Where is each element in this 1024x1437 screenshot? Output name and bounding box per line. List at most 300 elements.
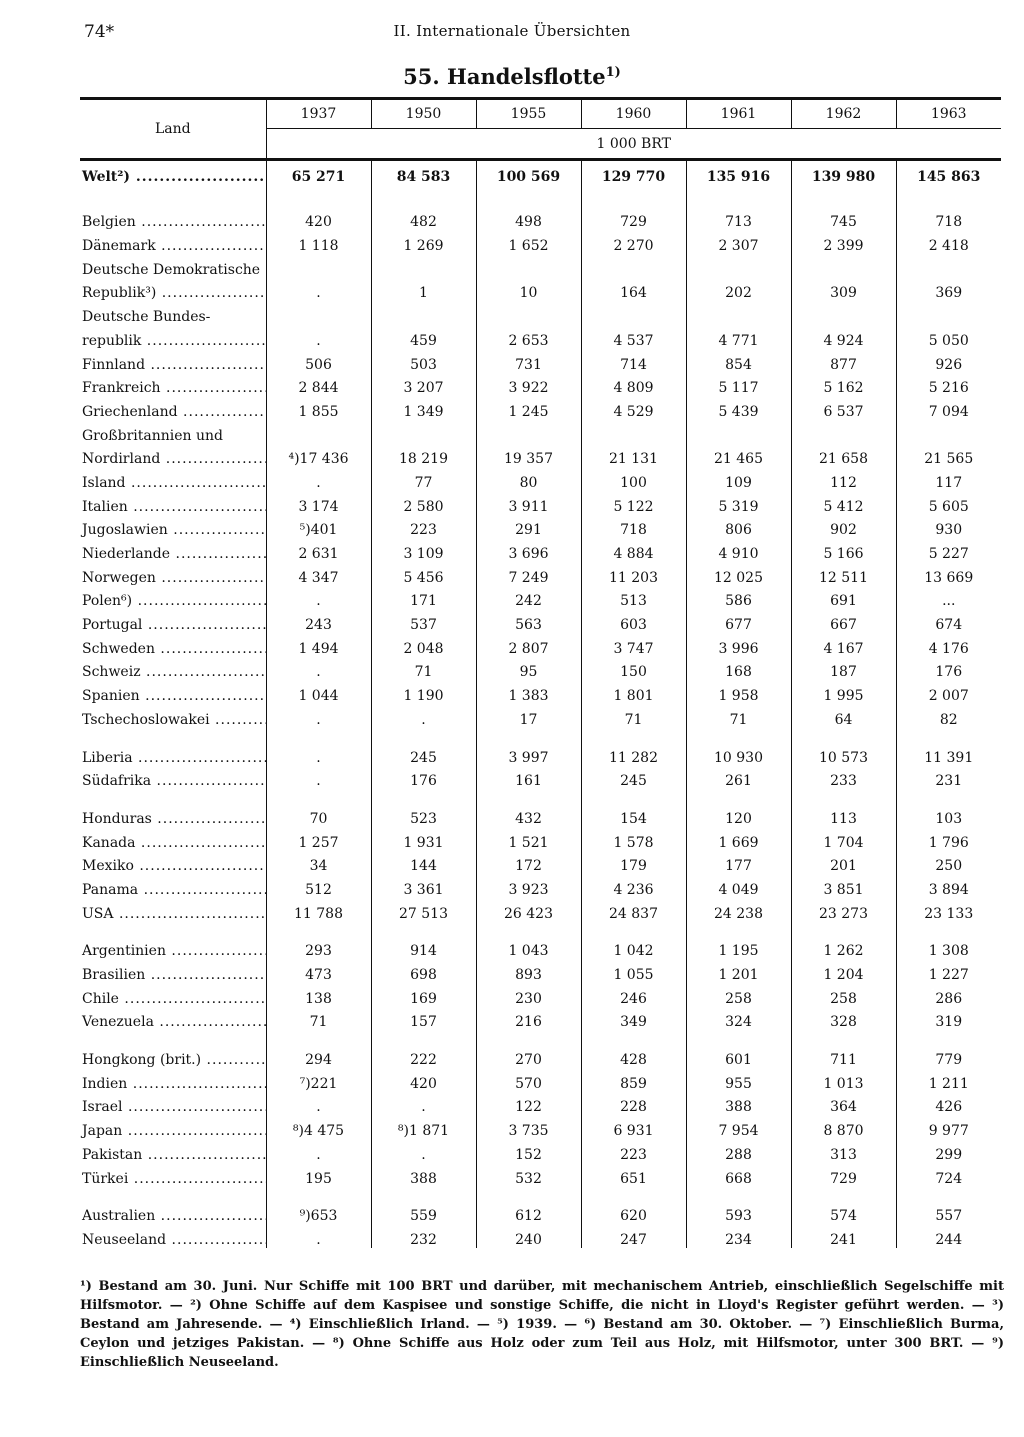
value-cell: 144 — [371, 851, 476, 875]
value-cell: 711 — [791, 1044, 896, 1068]
value-cell: 3 923 — [476, 874, 581, 898]
value-cell: 537 — [371, 609, 476, 633]
value-cell — [476, 420, 581, 444]
table-row — [80, 959, 1001, 983]
spacer-cell — [581, 185, 686, 207]
value-cell: 4 537 — [581, 325, 686, 349]
value-cell: 718 — [896, 207, 1001, 231]
value-cell: 145 863 — [896, 160, 1001, 185]
country-cell: Frankreich ..... — [80, 373, 266, 397]
value-cell — [476, 301, 581, 325]
table-row — [80, 396, 1001, 420]
table-row — [80, 301, 1001, 325]
merchant-fleet-table — [80, 97, 1001, 1248]
value-cell: 3 996 — [686, 633, 791, 657]
value-cell: 364 — [791, 1092, 896, 1116]
value-cell: 1 269 — [371, 230, 476, 254]
value-cell: 1 055 — [581, 959, 686, 983]
value-cell: 420 — [266, 207, 371, 231]
value-cell: 426 — [896, 1092, 1001, 1116]
country-cell: Israel ..... — [80, 1092, 266, 1116]
value-cell: 482 — [371, 207, 476, 231]
spacer-cell — [686, 185, 791, 207]
spacer-cell — [80, 185, 266, 207]
table-row — [80, 230, 1001, 254]
value-cell: 5 605 — [896, 491, 1001, 515]
value-cell: 34 — [266, 851, 371, 875]
value-cell: . — [266, 325, 371, 349]
value-cell: 12 025 — [686, 562, 791, 586]
value-cell: ⁵)401 — [266, 515, 371, 539]
value-cell: 9 977 — [896, 1115, 1001, 1139]
value-cell: 574 — [791, 1201, 896, 1225]
table-row — [80, 898, 1001, 922]
spacer-cell — [80, 789, 266, 803]
spacer-cell — [896, 1030, 1001, 1044]
running-head: II. Internationale Übersichten — [393, 22, 631, 40]
value-cell: ⁴)17 436 — [266, 444, 371, 468]
value-cell: 1 — [371, 278, 476, 302]
value-cell: 230 — [476, 983, 581, 1007]
value-cell: 3 174 — [266, 491, 371, 515]
value-cell: 250 — [896, 851, 1001, 875]
value-cell: 261 — [686, 766, 791, 790]
value-cell: 674 — [896, 609, 1001, 633]
value-cell: 854 — [686, 349, 791, 373]
country-cell: Argentinien ..... — [80, 936, 266, 960]
table-row — [80, 680, 1001, 704]
table-row — [80, 373, 1001, 397]
spacer-cell — [371, 1030, 476, 1044]
value-cell: 4 771 — [686, 325, 791, 349]
value-cell — [371, 301, 476, 325]
spacer-row — [80, 1187, 1001, 1201]
value-cell: 603 — [581, 609, 686, 633]
value-cell: 1 796 — [896, 827, 1001, 851]
value-cell: 593 — [686, 1201, 791, 1225]
value-cell: 232 — [371, 1224, 476, 1248]
value-cell: 24 238 — [686, 898, 791, 922]
value-cell: 523 — [371, 803, 476, 827]
value-cell: 168 — [686, 657, 791, 681]
header-year: 1963 — [896, 99, 1001, 129]
header-land: Land — [80, 99, 266, 160]
spacer-row — [80, 922, 1001, 936]
value-cell: 7 249 — [476, 562, 581, 586]
value-cell: 154 — [581, 803, 686, 827]
value-cell: 420 — [371, 1068, 476, 1092]
value-cell: 135 916 — [686, 160, 791, 185]
spacer-row — [80, 185, 1001, 207]
value-cell: 21 465 — [686, 444, 791, 468]
value-cell: 1 044 — [266, 680, 371, 704]
table-row — [80, 349, 1001, 373]
value-cell: 5 227 — [896, 538, 1001, 562]
value-cell: 164 — [581, 278, 686, 302]
country-cell: Griechenland ..... — [80, 396, 266, 420]
value-cell: 169 — [371, 983, 476, 1007]
spacer-cell — [791, 728, 896, 742]
value-cell: . — [371, 704, 476, 728]
table-row — [80, 633, 1001, 657]
value-cell: 5 319 — [686, 491, 791, 515]
value-cell: . — [266, 586, 371, 610]
table-row — [80, 254, 1001, 278]
country-cell: Hongkong (brit.) ..... — [80, 1044, 266, 1068]
value-cell: 612 — [476, 1201, 581, 1225]
value-cell: 161 — [476, 766, 581, 790]
value-cell: 473 — [266, 959, 371, 983]
country-cell: Pakistan ..... — [80, 1139, 266, 1163]
table-row — [80, 1115, 1001, 1139]
table-row — [80, 207, 1001, 231]
table-row — [80, 467, 1001, 491]
value-cell: 241 — [791, 1224, 896, 1248]
value-cell: 64 — [791, 704, 896, 728]
value-cell: 1 578 — [581, 827, 686, 851]
country-cell: Belgien ..... — [80, 207, 266, 231]
value-cell: 4 167 — [791, 633, 896, 657]
value-cell: 245 — [371, 742, 476, 766]
country-cell: Neuseeland ..... — [80, 1224, 266, 1248]
spacer-cell — [791, 789, 896, 803]
value-cell: 201 — [791, 851, 896, 875]
value-cell: 246 — [581, 983, 686, 1007]
table-row — [80, 586, 1001, 610]
value-cell: 914 — [371, 936, 476, 960]
value-cell: 3 997 — [476, 742, 581, 766]
spacer-cell — [476, 728, 581, 742]
value-cell: 955 — [686, 1068, 791, 1092]
value-cell: 24 837 — [581, 898, 686, 922]
spacer-row — [80, 1030, 1001, 1044]
value-cell: 244 — [896, 1224, 1001, 1248]
country-cell: Island ..... — [80, 467, 266, 491]
table-row — [80, 444, 1001, 468]
spacer-cell — [686, 789, 791, 803]
value-cell: 506 — [266, 349, 371, 373]
value-cell: 10 — [476, 278, 581, 302]
table-row — [80, 1163, 1001, 1187]
table-row — [80, 278, 1001, 302]
spacer-cell — [476, 789, 581, 803]
value-cell: 745 — [791, 207, 896, 231]
value-cell: 729 — [581, 207, 686, 231]
value-cell: 601 — [686, 1044, 791, 1068]
value-cell: 513 — [581, 586, 686, 610]
value-cell: 70 — [266, 803, 371, 827]
value-cell: 893 — [476, 959, 581, 983]
value-cell: 103 — [896, 803, 1001, 827]
value-cell: 2 807 — [476, 633, 581, 657]
value-cell: 698 — [371, 959, 476, 983]
value-cell: . — [266, 704, 371, 728]
value-cell: 691 — [791, 586, 896, 610]
country-cell: Portugal ..... — [80, 609, 266, 633]
value-cell: 563 — [476, 609, 581, 633]
spacer-cell — [476, 922, 581, 936]
table-row — [80, 1139, 1001, 1163]
value-cell: 82 — [896, 704, 1001, 728]
value-cell: 309 — [791, 278, 896, 302]
value-cell: 11 788 — [266, 898, 371, 922]
value-cell: 313 — [791, 1139, 896, 1163]
table-title — [0, 64, 1024, 89]
value-cell: 1 669 — [686, 827, 791, 851]
table-row — [80, 742, 1001, 766]
country-cell: Italien ..... — [80, 491, 266, 515]
spacer-cell — [896, 1187, 1001, 1201]
country-cell: Deutsche Demokratische — [82, 261, 261, 278]
table-row — [80, 538, 1001, 562]
value-cell: 3 922 — [476, 373, 581, 397]
value-cell: 7 094 — [896, 396, 1001, 420]
value-cell: . — [266, 657, 371, 681]
value-cell: 223 — [581, 1139, 686, 1163]
value-cell: 27 513 — [371, 898, 476, 922]
value-cell: 724 — [896, 1163, 1001, 1187]
value-cell: 240 — [476, 1224, 581, 1248]
country-cell: Finnland ..... — [80, 349, 266, 373]
country-cell: Liberia ..... — [80, 742, 266, 766]
value-cell: 2 631 — [266, 538, 371, 562]
value-cell: 65 271 — [266, 160, 371, 185]
value-cell: 1 257 — [266, 827, 371, 851]
spacer-cell — [581, 728, 686, 742]
table-title-text: 55. Handelsflotte — [403, 64, 606, 89]
value-cell: . — [266, 1224, 371, 1248]
value-cell: 216 — [476, 1007, 581, 1031]
value-cell: 1 043 — [476, 936, 581, 960]
value-cell: 586 — [686, 586, 791, 610]
spacer-cell — [791, 922, 896, 936]
value-cell: 2 007 — [896, 680, 1001, 704]
spacer-cell — [476, 1187, 581, 1201]
table-row — [80, 420, 1001, 444]
value-cell — [266, 420, 371, 444]
country-cell: Dänemark ..... — [80, 230, 266, 254]
value-cell: 258 — [791, 983, 896, 1007]
country-cell: Südafrika ..... — [80, 766, 266, 790]
value-cell — [686, 301, 791, 325]
value-cell: 4 809 — [581, 373, 686, 397]
value-cell: 668 — [686, 1163, 791, 1187]
value-cell: 122 — [476, 1092, 581, 1116]
spacer-cell — [581, 789, 686, 803]
value-cell: . — [266, 742, 371, 766]
country-cell: Türkei ..... — [80, 1163, 266, 1187]
country-cell: Jugoslawien ..... — [80, 515, 266, 539]
value-cell: 100 — [581, 467, 686, 491]
spacer-cell — [266, 789, 371, 803]
value-cell: 1 652 — [476, 230, 581, 254]
value-cell: 80 — [476, 467, 581, 491]
value-cell: 498 — [476, 207, 581, 231]
value-cell — [791, 420, 896, 444]
page-number: 74* — [84, 22, 115, 42]
value-cell: 1 308 — [896, 936, 1001, 960]
value-cell: 5 412 — [791, 491, 896, 515]
table-row — [80, 803, 1001, 827]
value-cell: 2 048 — [371, 633, 476, 657]
value-cell: ⁹)653 — [266, 1201, 371, 1225]
value-cell: 926 — [896, 349, 1001, 373]
value-cell: 1 204 — [791, 959, 896, 983]
value-cell: 1 195 — [686, 936, 791, 960]
value-cell: 26 423 — [476, 898, 581, 922]
table-row — [80, 609, 1001, 633]
value-cell: 5 216 — [896, 373, 1001, 397]
value-cell: 84 583 — [371, 160, 476, 185]
value-cell: 10 573 — [791, 742, 896, 766]
value-cell: 718 — [581, 515, 686, 539]
value-cell: 157 — [371, 1007, 476, 1031]
value-cell: 3 109 — [371, 538, 476, 562]
value-cell: 23 133 — [896, 898, 1001, 922]
value-cell: 677 — [686, 609, 791, 633]
value-cell: 731 — [476, 349, 581, 373]
value-cell: 242 — [476, 586, 581, 610]
value-cell: 1 211 — [896, 1068, 1001, 1092]
country-cell: Chile ..... — [80, 983, 266, 1007]
spacer-cell — [476, 185, 581, 207]
table-title-footnote-mark: 1) — [605, 65, 621, 80]
value-cell: 3 696 — [476, 538, 581, 562]
country-cell: Panama ..... — [80, 874, 266, 898]
table-row — [80, 1092, 1001, 1116]
header-year: 1962 — [791, 99, 896, 129]
value-cell: ⁸)4 475 — [266, 1115, 371, 1139]
spacer-cell — [791, 1187, 896, 1201]
value-cell: 1 201 — [686, 959, 791, 983]
value-cell: 3 851 — [791, 874, 896, 898]
value-cell: 3 361 — [371, 874, 476, 898]
country-cell: Norwegen ..... — [80, 562, 266, 586]
value-cell: ⁷)221 — [266, 1068, 371, 1092]
value-cell: 228 — [581, 1092, 686, 1116]
table-row — [80, 1007, 1001, 1031]
value-cell: 222 — [371, 1044, 476, 1068]
value-cell: 1 931 — [371, 827, 476, 851]
value-cell: 3 911 — [476, 491, 581, 515]
table-row — [80, 160, 1001, 185]
value-cell: 1 227 — [896, 959, 1001, 983]
spacer-cell — [371, 922, 476, 936]
table-row — [80, 1201, 1001, 1225]
spacer-cell — [80, 922, 266, 936]
value-cell: 2 418 — [896, 230, 1001, 254]
value-cell: 1 190 — [371, 680, 476, 704]
country-cell: Großbritannien und — [82, 427, 224, 444]
value-cell: 4 236 — [581, 874, 686, 898]
spacer-cell — [266, 922, 371, 936]
value-cell — [371, 420, 476, 444]
value-cell: 245 — [581, 766, 686, 790]
header-year: 1937 — [266, 99, 371, 129]
value-cell: 21 131 — [581, 444, 686, 468]
value-cell: 328 — [791, 1007, 896, 1031]
value-cell: 291 — [476, 515, 581, 539]
value-cell: 10 930 — [686, 742, 791, 766]
table-row — [80, 704, 1001, 728]
value-cell — [896, 254, 1001, 278]
value-cell: 138 — [266, 983, 371, 1007]
value-cell: 177 — [686, 851, 791, 875]
country-cell: Republik³) ..... — [80, 278, 266, 302]
value-cell: 930 — [896, 515, 1001, 539]
value-cell: 651 — [581, 1163, 686, 1187]
value-cell: 512 — [266, 874, 371, 898]
value-cell: 349 — [581, 1007, 686, 1031]
value-cell: 3 747 — [581, 633, 686, 657]
value-cell: 152 — [476, 1139, 581, 1163]
value-cell: 1 383 — [476, 680, 581, 704]
value-cell: 5 117 — [686, 373, 791, 397]
value-cell: 432 — [476, 803, 581, 827]
value-cell: 4 176 — [896, 633, 1001, 657]
value-cell: 18 219 — [371, 444, 476, 468]
value-cell: 71 — [581, 704, 686, 728]
value-cell: 195 — [266, 1163, 371, 1187]
value-cell — [896, 301, 1001, 325]
value-cell — [266, 301, 371, 325]
value-cell — [371, 254, 476, 278]
table-row — [80, 983, 1001, 1007]
value-cell: . — [266, 1092, 371, 1116]
spacer-cell — [371, 728, 476, 742]
country-cell: Nordirland ..... — [80, 444, 266, 468]
spacer-cell — [476, 1030, 581, 1044]
value-cell: 4 924 — [791, 325, 896, 349]
country-cell: Australien ..... — [80, 1201, 266, 1225]
country-cell: Mexiko ..... — [80, 851, 266, 875]
value-cell: 112 — [791, 467, 896, 491]
value-cell — [581, 420, 686, 444]
value-cell: 231 — [896, 766, 1001, 790]
header-row-years — [80, 99, 1001, 129]
value-cell: 779 — [896, 1044, 1001, 1068]
value-cell: 388 — [371, 1163, 476, 1187]
spacer-cell — [266, 185, 371, 207]
value-cell: 1 118 — [266, 230, 371, 254]
value-cell: ⁸)1 871 — [371, 1115, 476, 1139]
spacer-cell — [791, 185, 896, 207]
value-cell: 7 954 — [686, 1115, 791, 1139]
value-cell: 293 — [266, 936, 371, 960]
table-row — [80, 851, 1001, 875]
value-cell: 859 — [581, 1068, 686, 1092]
header-unit: 1 000 BRT — [266, 129, 1001, 160]
value-cell: 299 — [896, 1139, 1001, 1163]
value-cell: 21 565 — [896, 444, 1001, 468]
value-cell: 667 — [791, 609, 896, 633]
spacer-cell — [371, 185, 476, 207]
country-cell: Polen⁶) ..... — [80, 586, 266, 610]
value-cell: 6 537 — [791, 396, 896, 420]
spacer-cell — [686, 1030, 791, 1044]
value-cell: 21 658 — [791, 444, 896, 468]
value-cell: 3 735 — [476, 1115, 581, 1139]
value-cell: 559 — [371, 1201, 476, 1225]
table-row — [80, 874, 1001, 898]
value-cell: 1 521 — [476, 827, 581, 851]
country-cell: Japan ..... — [80, 1115, 266, 1139]
country-cell: Schweden ..... — [80, 633, 266, 657]
spacer-cell — [266, 728, 371, 742]
value-cell: . — [266, 278, 371, 302]
spacer-cell — [896, 922, 1001, 936]
value-cell: 459 — [371, 325, 476, 349]
